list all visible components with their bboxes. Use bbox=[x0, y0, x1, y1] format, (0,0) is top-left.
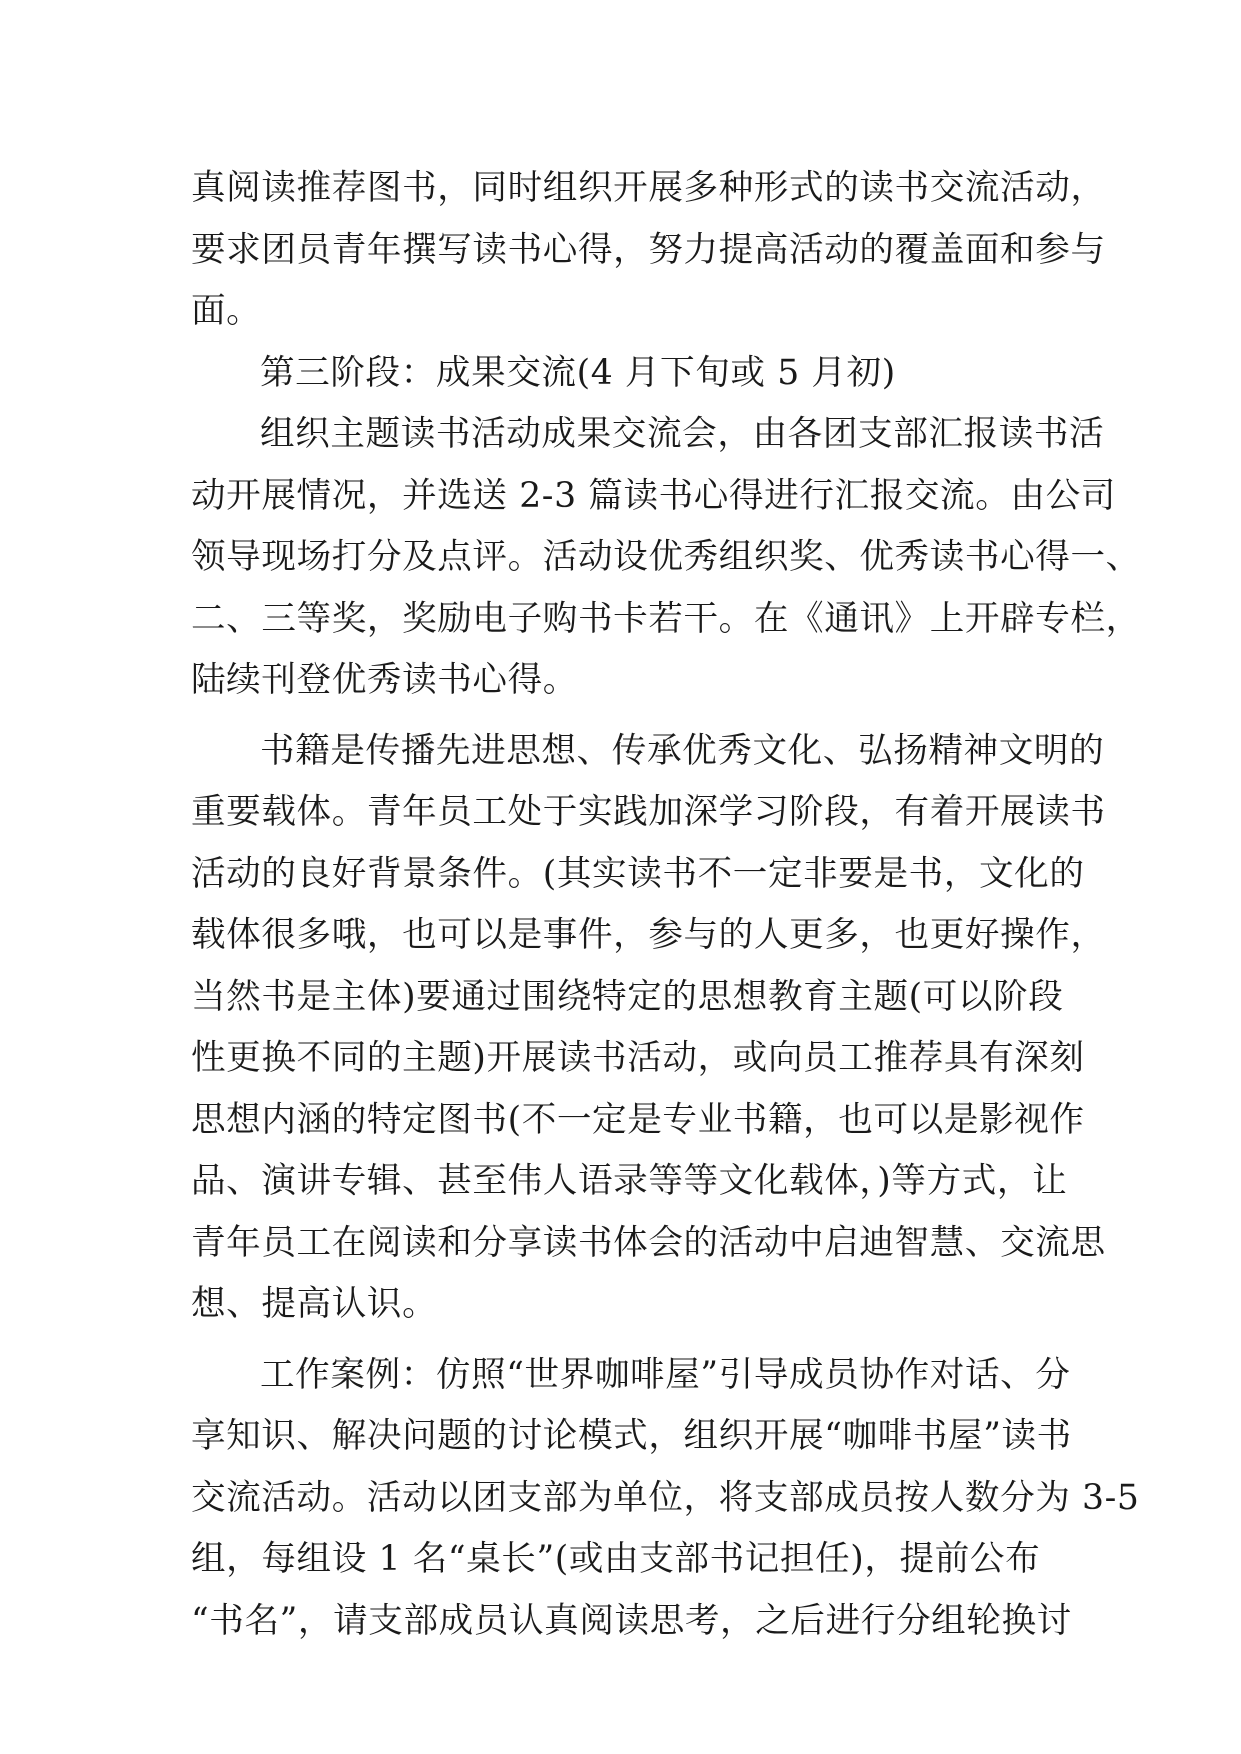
text-line: 载体很多哦，也可以是事件，参与的人更多，也更好操作， bbox=[191, 915, 1106, 955]
text-line: 思想内涵的特定图书(不一定是专业书籍，也可以是影视作 bbox=[191, 1099, 1085, 1140]
text-line: 组织主题读书活动成果交流会，由各团支部汇报读书活 bbox=[260, 414, 1105, 454]
text-line: 陆续刊登优秀读书心得。 bbox=[191, 660, 578, 700]
text-line: 享知识、解决问题的讨论模式，组织开展“咖啡书屋”读书 bbox=[191, 1416, 1072, 1456]
text-line: 组，每组设 1 名“桌长”(或由支部书记担任)，提前公布 bbox=[191, 1539, 1041, 1579]
text-line: 面。 bbox=[191, 291, 262, 331]
text-line: 品、演讲专辑、甚至伟人语录等等文化载体，)等方式，让 bbox=[191, 1161, 1068, 1201]
text-line: 领导现场打分及点评。活动设优秀组织奖、优秀读书心得一、 bbox=[191, 537, 1141, 577]
text-line: 二、三等奖，奖励电子购书卡若干。在《通讯》上开辟专栏， bbox=[191, 598, 1141, 639]
text-line: 重要载体。青年员工处于实践加深学习阶段，有着开展读书 bbox=[191, 792, 1106, 832]
text-line: 真阅读推荐图书，同时组织开展多种形式的读书交流活动， bbox=[191, 168, 1106, 208]
text-line: 当然书是主体)要通过围绕特定的思想教育主题(可以阶段 bbox=[191, 976, 1064, 1017]
paragraph-gap bbox=[191, 712, 1061, 721]
text-line: 工作案例：仿照“世界咖啡屋”引导成员协作对话、分 bbox=[260, 1354, 1071, 1395]
document-body-text bbox=[191, 158, 1141, 1652]
text-line: 性更换不同的主题)开展读书活动，或向员工推荐具有深刻 bbox=[191, 1038, 1085, 1078]
paragraph-gap bbox=[191, 1336, 1061, 1345]
text-line: 要求团员青年撰写读书心得，努力提高活动的覆盖面和参与 bbox=[191, 229, 1106, 270]
text-line: 书籍是传播先进思想、传承优秀文化、弘扬精神文明的 bbox=[260, 730, 1105, 771]
text-line: “书名”，请支部成员认真阅读思考，之后进行分组轮换讨 bbox=[191, 1600, 1072, 1641]
text-line: 第三阶段：成果交流(4 月下旬或 5 月初) bbox=[260, 352, 896, 393]
text-line: 动开展情况，并选送 2-3 篇读书心得进行汇报交流。由公司 bbox=[191, 475, 1116, 516]
text-line: 活动的良好背景条件。(其实读书不一定非要是书，文化的 bbox=[191, 853, 1085, 894]
text-line: 青年员工在阅读和分享读书体会的活动中启迪智慧、交流思 bbox=[191, 1222, 1106, 1263]
text-line: 交流活动。活动以团支部为单位，将支部成员按人数分为 3-5 bbox=[191, 1477, 1140, 1518]
text-line: 想、提高认识。 bbox=[191, 1284, 438, 1324]
